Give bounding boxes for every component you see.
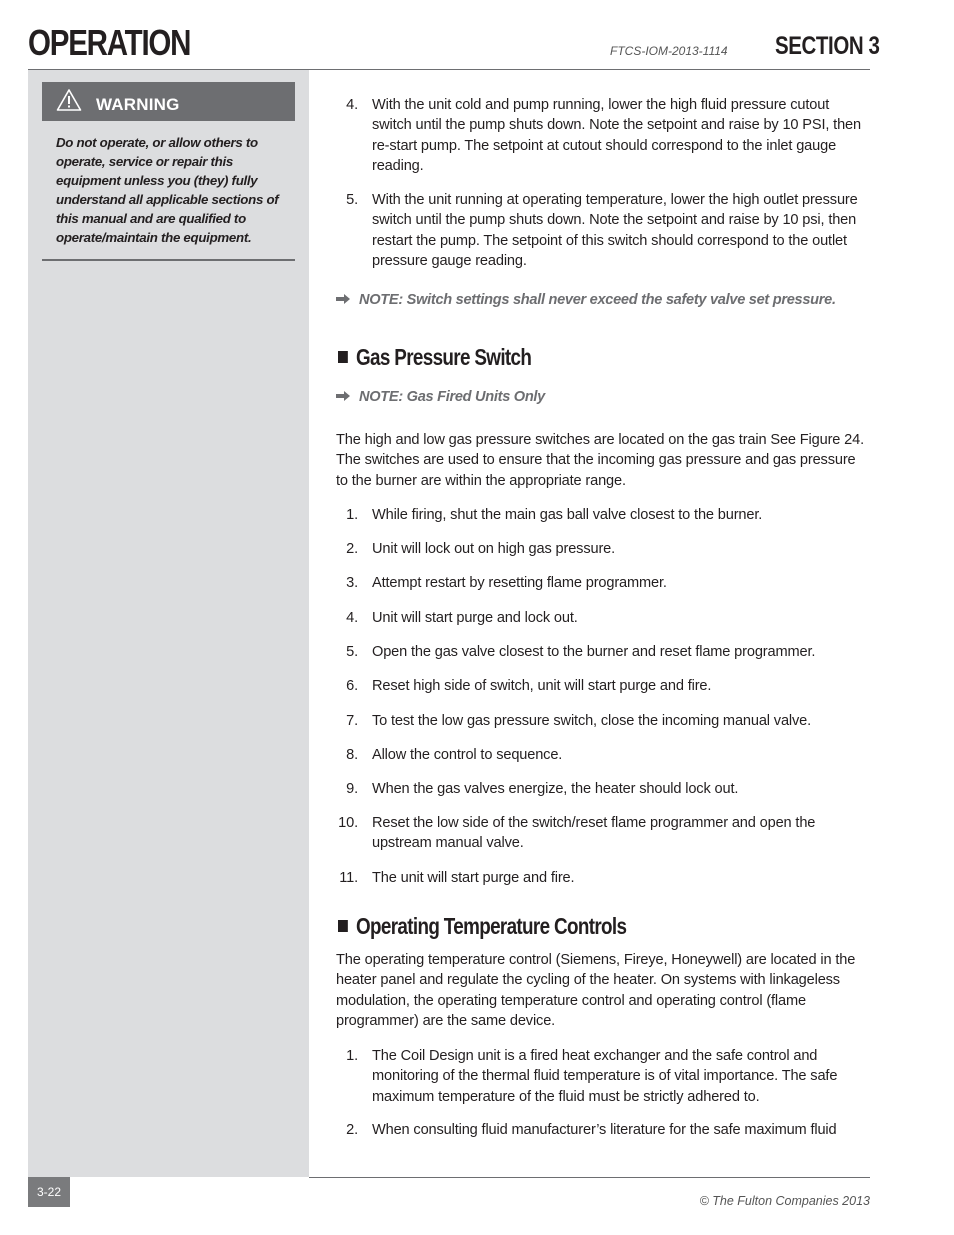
note-text: NOTE: Switch settings shall never exceed the safety valve set pressure.: [359, 292, 836, 308]
list-text: When consulting fluid manufacturer’s literature for the safe maximum fluid: [372, 1122, 837, 1138]
list-number: 10.: [338, 815, 358, 831]
list-number: 3.: [346, 575, 358, 591]
list-item: [336, 190, 870, 271]
section-heading-text: Operating Temperature Controls: [356, 913, 627, 939]
warning-triangle-icon: [56, 88, 82, 112]
list-number: 2.: [346, 1122, 358, 1138]
list-item: [336, 779, 870, 799]
square-bullet-icon: [338, 920, 348, 932]
note-text: NOTE: Gas Fired Units Only: [359, 389, 546, 405]
list-text: With the unit cold and pump running, lower the high fluid pressure cutout switch until the pump shuts down. Note the setpoint and raise by 10 PSI, then re-start pump. The setpoint at cutout should correspond to the inlet gauge reading.: [372, 97, 861, 174]
list-text: Unit will lock out on high gas pressure.: [372, 541, 616, 557]
list-number: 4.: [346, 610, 358, 626]
list-item: [336, 573, 870, 593]
list-item: [336, 608, 870, 628]
page-title: OPERATION: [28, 22, 191, 63]
list-item: [336, 711, 870, 731]
list-item: [336, 868, 870, 888]
list-text: To test the low gas pressure switch, close the incoming manual valve.: [372, 713, 812, 729]
list-item: [336, 642, 870, 662]
list-number: 8.: [346, 747, 358, 763]
arrow-right-icon: [336, 294, 350, 304]
list-text: Reset the low side of the switch/reset flame programmer and open the upstream manual valve.: [372, 815, 816, 852]
list-item: [336, 813, 870, 854]
footer-divider: [309, 1177, 870, 1178]
document-id: FTCS-IOM-2013-1114: [610, 44, 728, 58]
list-item: [336, 95, 870, 176]
list-item: [336, 505, 870, 525]
list-text: The unit will start purge and fire.: [372, 870, 575, 886]
list-text: Allow the control to sequence.: [372, 747, 563, 763]
page-number: 3-22: [36, 1185, 62, 1199]
list-number: 1.: [346, 1048, 358, 1064]
section-heading: [338, 913, 626, 940]
list-number: 4.: [346, 97, 358, 113]
note: [336, 292, 836, 308]
list-text: With the unit running at operating temperature, lower the high outlet pressure switch until the pump shuts down. Note the setpoint and raise by 10 psi, then restart the pump. The setpoint of this switch should correspond to the outlet pressure gauge reading.: [372, 192, 858, 269]
list-number: 11.: [339, 870, 358, 886]
list-text: When the gas valves energize, the heater should lock out.: [372, 781, 739, 797]
list-text: Open the gas valve closest to the burner and reset flame programmer.: [372, 644, 816, 660]
list-number: 1.: [346, 507, 358, 523]
section-heading: [338, 344, 531, 371]
warning-divider: [42, 259, 295, 261]
copyright: © The Fulton Companies 2013: [699, 1194, 870, 1208]
list-text: Reset high side of switch, unit will start purge and fire.: [372, 678, 712, 694]
section-label: SECTION 3: [775, 32, 880, 60]
list-item: [336, 539, 870, 559]
warning-text: Do not operate, or allow others to operate, service or repair this equipment unless you (they) fully understand all applicable sections of this manual and are qualified to operate/maintain the equipment.: [56, 135, 279, 245]
list-text: The Coil Design unit is a fired heat exchanger and the safe control and monitoring of the thermal fluid temperature is of vital importance. The safe maximum temperature of the fluid must be strictly adhered to.: [372, 1048, 838, 1105]
list-number: 5.: [346, 192, 358, 208]
list-text: Attempt restart by resetting flame programmer.: [372, 575, 667, 591]
list-item: [336, 745, 870, 765]
arrow-right-icon: [336, 391, 350, 401]
list-text: Unit will start purge and lock out.: [372, 610, 578, 626]
list-number: 2.: [346, 541, 358, 557]
paragraph: The operating temperature control (Siemens, Fireye, Honeywell) are located in the heater panel and regulate the cycling of the heater. On systems with linkageless modulation, the operating temperature control and operating control (flame programmer) are the same device.: [336, 952, 856, 1029]
list-number: 5.: [346, 644, 358, 660]
list-number: 6.: [346, 678, 358, 694]
paragraph: The high and low gas pressure switches are located on the gas train See Figure 24. The switches are used to ensure that the incoming gas pressure and gas pressure to the burner are within the appropriate range.: [336, 432, 864, 489]
list-item: [336, 1120, 870, 1140]
square-bullet-icon: [338, 351, 348, 363]
warning-title: WARNING: [96, 95, 180, 114]
list-number: 9.: [346, 781, 358, 797]
list-item: [336, 1046, 870, 1107]
section-heading-text: Gas Pressure Switch: [356, 344, 532, 370]
list-number: 7.: [346, 713, 358, 729]
note: [336, 389, 545, 405]
list-item: [336, 676, 870, 696]
list-text: While firing, shut the main gas ball valve closest to the burner.: [372, 507, 763, 523]
